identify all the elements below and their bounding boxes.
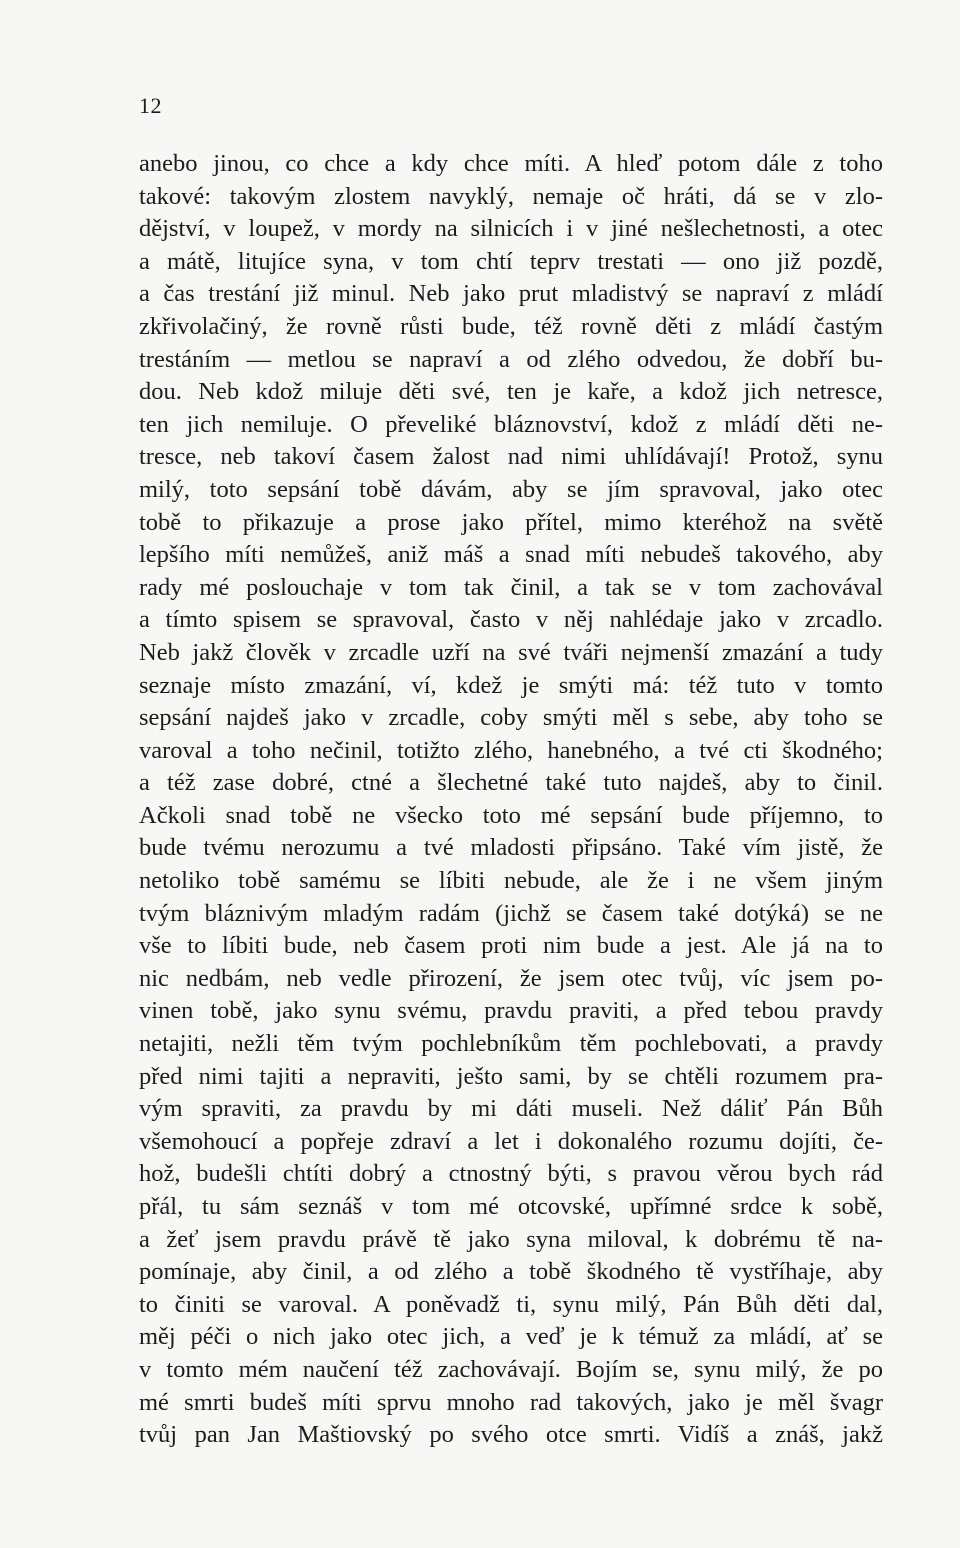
text-line: tobě to přikazuje a prose jako přítel, mimo kteréhož na světě [139, 508, 883, 536]
text-line: hož, budešli chtíti dobrý a ctnostný býti, s pravou věrou bych rád [139, 1160, 883, 1188]
text-line: a též zase dobré, ctné a šlechetné také tuto najdeš, aby to činil. [139, 769, 883, 797]
text-line: pomínaje, aby činil, a od zlého a tobě škodného tě vystříhaje, aby [139, 1258, 883, 1286]
text-line: ten jich nemiluje. O převeliké bláznovství, kdož z mládí děti ne- [139, 410, 883, 438]
text-line: takové: takovým zlostem navyklý, nemaje oč hráti, dá se v zlo- [139, 182, 883, 210]
text-line: Ačkoli snad tobě ne všecko toto mé sepsání bude příjemno, to [139, 801, 883, 829]
text-line: bude tvému nerozumu a tvé mladosti připsáno. Také vím jistě, že [139, 834, 883, 862]
text-line: tvůj pan Jan Maštiovský po svého otce smrti. Vidíš a znáš, jakž [139, 1421, 883, 1449]
page-number: 12 [139, 93, 162, 118]
body-text [139, 148, 883, 1452]
text-line: nic nedbám, neb vedle přirození, že jsem otec tvůj, víc jsem po- [139, 964, 883, 992]
text-line: to činiti se varoval. A poněvadž ti, synu milý, Pán Bůh děti dal, [139, 1290, 883, 1318]
text-line: mé smrti budeš míti sprvu mnoho rad takových, jako je měl švagr [139, 1388, 883, 1416]
text-line: a mátě, litujíce syna, v tom chtí teprv trestati — ono již pozdě, [139, 247, 883, 275]
text-line: anebo jinou, co chce a kdy chce míti. A hleď potom dále z toho [139, 150, 883, 177]
text-line: netajiti, nežli těm tvým pochlebníkům těm pochlebovati, a pravdy [139, 1030, 883, 1058]
text-line: a žeť jsem pravdu právě tě jako syna miloval, k dobrému tě na- [139, 1225, 883, 1253]
text-line: přál, tu sám seznáš v tom mé otcovské, upřímné srdce k sobě, [139, 1193, 883, 1220]
text-line: dou. Neb kdož miluje děti své, ten je kaře, a kdož jich netresce, [139, 378, 883, 406]
text-line: netoliko tobě samému se líbiti nebude, ale že i ne všem jiným [139, 867, 883, 895]
text-line: sepsání najdeš jako v zrcadle, coby smýti měl s sebe, aby toho se [139, 704, 883, 732]
text-line: vše to líbiti bude, neb časem proti nim bude a jest. Ale já na to [139, 932, 883, 960]
text-line: milý, toto sepsání tobě dávám, aby se jím spravoval, jako otec [139, 475, 883, 503]
text-line: varoval a toho nečinil, totižto zlého, hanebného, a tvé cti škodného; [139, 736, 883, 764]
text-line: seznaje místo zmazání, ví, kdež je smýti má: též tuto v tomto [139, 671, 883, 699]
text-line: tvým bláznivým mladým radám (jichž se časem také dotýká) se ne [139, 899, 883, 927]
text-line: Neb jakž člověk v zrcadle uzří na své tváři nejmenší zmazání a tudy [139, 638, 883, 666]
text-line: vým spraviti, za pravdu by mi dáti museli. Než dáliť Pán Bůh [139, 1095, 883, 1123]
text-line: a čas trestání již minul. Neb jako prut mladistvý se napraví z mládí [139, 280, 883, 308]
text-line: tresce, neb takoví časem žalost nad nimi uhlídávají! Protož, synu [139, 443, 883, 471]
text-line: zkřivolačiný, že rovně růsti bude, též rovně děti z mládí častým [139, 312, 883, 340]
text-line: a tímto spisem se spravoval, často v něj nahlédaje jako v zrcadlo. [139, 606, 883, 634]
text-line: lepšího míti nemůžeš, aniž máš a snad míti nebudeš takového, aby [139, 541, 883, 569]
text-line: v tomto mém naučení též zachovávají. Bojím se, synu milý, že po [139, 1355, 883, 1383]
text-line: dějství, v loupež, v mordy na silnicích i v jiné nešlechetnosti, a otec [139, 215, 883, 243]
text-line: všemohoucí a popřeje zdraví a let i dokonalého rozumu dojíti, če- [139, 1127, 883, 1155]
text-line: před nimi tajiti a nepraviti, ješto sami, by se chtěli rozumem pra- [139, 1062, 883, 1090]
text-line: měj péči o nich jako otec jich, a veď je k témuž za mládí, ať se [139, 1323, 883, 1351]
text-line: vinen tobě, jako synu svému, pravdu praviti, a před tebou pravdy [139, 997, 883, 1025]
text-line: trestáním — metlou se napraví a od zlého odvedou, že dobří bu- [139, 345, 883, 373]
text-line: rady mé poslouchaje v tom tak činil, a tak se v tom zachovával [139, 573, 883, 601]
